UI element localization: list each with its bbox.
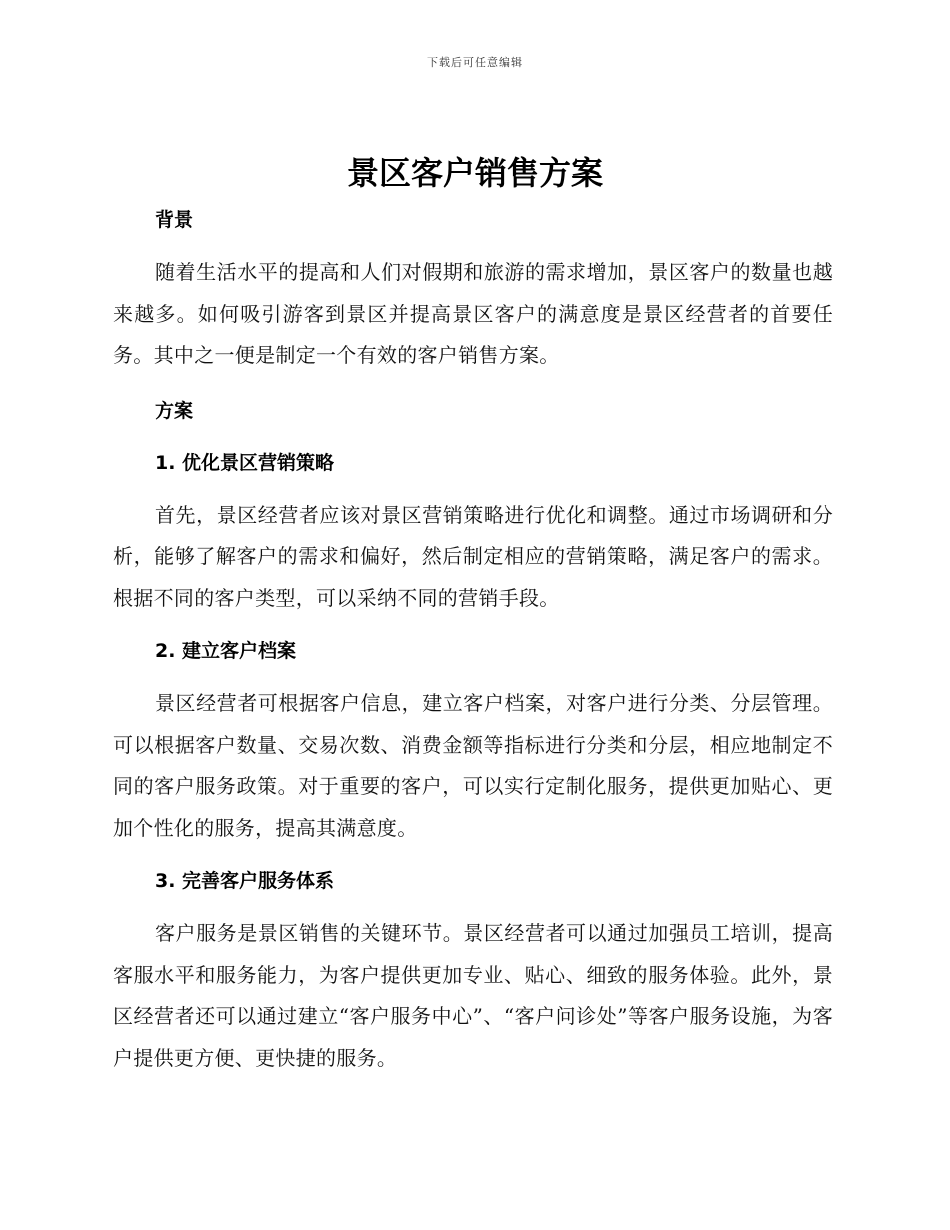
heading-plan: 方案 xyxy=(155,399,194,422)
header-note: 下载后可任意编辑 xyxy=(427,56,523,69)
document-title: 景区客户销售方案 xyxy=(346,154,603,192)
paragraph-customer-records: 景区经营者可根据客户信息，建立客户档案，对客户进行分类、分层管理。可以根据客户数量、交易次数、消费金额等指标进行分类和分层，相应地制定不同的客户服务政策。对于重要的客户，可以实行定制化服务，提供更加贴心、更加个性化的服务，提高其满意度。 xyxy=(113,691,833,840)
heading-customer-records: 2. 建立客户档案 xyxy=(155,640,297,662)
heading-marketing-strategy: 1. 优化景区营销策略 xyxy=(155,451,335,474)
document-body xyxy=(113,200,833,1079)
paragraph-marketing-strategy: 首先，景区经营者应该对景区营销策略进行优化和调整。通过市场调研和分析，能够了解客户的需求和偏好，然后制定相应的营销策略，满足客户的需求。根据不同的客户类型，可以采纳不同的营销手段。 xyxy=(113,502,833,610)
heading-background: 背景 xyxy=(155,209,194,231)
paragraph-service-system: 客户服务是景区销售的关键环节。景区经营者可以通过加强员工培训，提高客服水平和服务能力，为客户提供更加专业、贴心、细致的服务体验。此外，景区经营者还可以通过建立“客户服务中心”、“客户问诊处”等客户服务设施，为客户提供更方便、更快捷的服务。 xyxy=(113,921,833,1070)
paragraph-background: 随着生活水平的提高和人们对假期和旅游的需求增加，景区客户的数量也越来越多。如何吸引游客到景区并提高景区客户的满意度是景区经营者的首要任务。其中之一便是制定一个有效的客户销售方案。 xyxy=(113,260,833,367)
heading-service-system: 3. 完善客户服务体系 xyxy=(155,870,335,892)
